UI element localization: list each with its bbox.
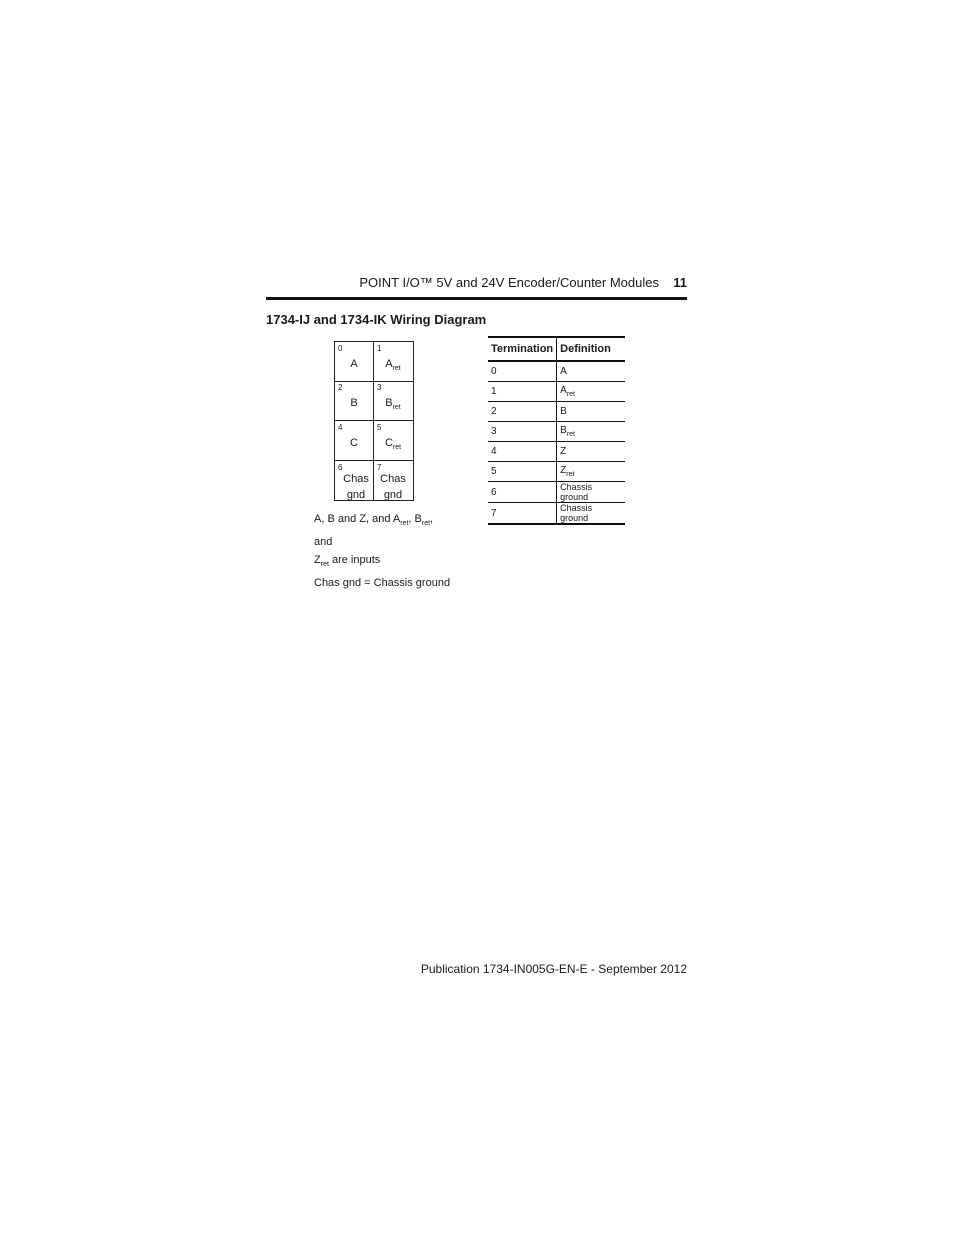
terminal-label: A — [350, 358, 358, 370]
terminal-cell-7 — [374, 461, 412, 499]
termination-cell: 6 — [488, 482, 557, 503]
table-row — [488, 361, 625, 382]
section-heading: 1734-IJ and 1734-IK Wiring Diagram — [266, 312, 487, 327]
terminal-label: Chas gnd — [380, 473, 406, 501]
terminal-cell-3 — [374, 381, 412, 419]
termination-cell: 7 — [488, 503, 557, 525]
terminal-number: 3 — [377, 383, 382, 392]
note-line: $Z_{ret}$ are inputs — [314, 554, 381, 569]
table-row — [488, 503, 625, 525]
table-header-row — [488, 337, 625, 361]
terminal-cell-4 — [335, 421, 373, 459]
note-line: A, B and Z, and $A_{ret}$, $B_{ret}$, and — [314, 513, 434, 549]
terminal-number: 2 — [338, 383, 343, 392]
terminal-cell-5 — [374, 421, 412, 459]
terminal-label: $C_{ret}$ — [384, 437, 402, 452]
terminal-cell-0 — [335, 342, 373, 380]
table-row — [488, 482, 625, 503]
definition-cell: B — [557, 402, 625, 422]
definition-cell: Z — [557, 442, 625, 462]
terminal-cell-6 — [335, 461, 373, 499]
table-row — [488, 422, 625, 442]
definition-cell: Chassis ground — [557, 482, 625, 503]
running-header — [266, 273, 687, 293]
terminal-label: $B_{ret}$ — [385, 397, 401, 412]
table-row — [488, 462, 625, 482]
terminal-label: C — [350, 437, 358, 449]
definition-cell: A — [557, 361, 625, 382]
definition-cell: $B_{ret}$ — [557, 422, 625, 442]
termination-cell: 3 — [488, 422, 557, 442]
terminal-label: Chas gnd — [343, 473, 369, 501]
header-rule — [266, 297, 687, 300]
definition-cell: $Z_{ret}$ — [557, 462, 625, 482]
terminal-block-diagram — [334, 341, 414, 501]
definition-cell: $A_{ret}$ — [557, 382, 625, 402]
termination-cell: 4 — [488, 442, 557, 462]
terminal-number: 6 — [338, 463, 343, 472]
termination-definition-table — [488, 336, 625, 525]
termination-cell: 1 — [488, 382, 557, 402]
terminal-number: 7 — [377, 463, 382, 472]
column-header: Definition — [557, 337, 625, 361]
terminal-number: 1 — [377, 344, 382, 353]
table-row — [488, 402, 625, 422]
terminal-number: 4 — [338, 423, 343, 432]
diagram-notes — [314, 510, 454, 592]
page-number: 11 — [673, 275, 687, 290]
terminal-label: B — [350, 397, 358, 409]
termination-cell: 0 — [488, 361, 557, 382]
termination-cell: 2 — [488, 402, 557, 422]
terminal-cell-1 — [374, 342, 412, 380]
publication-footer: Publication 1734-IN005G-EN-E - September 2012 — [420, 962, 687, 976]
terminal-number: 0 — [338, 344, 343, 353]
header-title: POINT I/O™ 5V and 24V Encoder/Counter Modules — [359, 275, 659, 290]
column-header: Termination — [488, 337, 557, 361]
table-row — [488, 382, 625, 402]
terminal-label: $A_{ret}$ — [385, 358, 401, 373]
termination-cell: 5 — [488, 462, 557, 482]
table-row — [488, 442, 625, 462]
definition-cell: Chassis ground — [557, 503, 625, 525]
terminal-cell-2 — [335, 381, 373, 419]
terminal-number: 5 — [377, 423, 382, 432]
note-line: Chas gnd = Chassis ground — [314, 577, 451, 590]
